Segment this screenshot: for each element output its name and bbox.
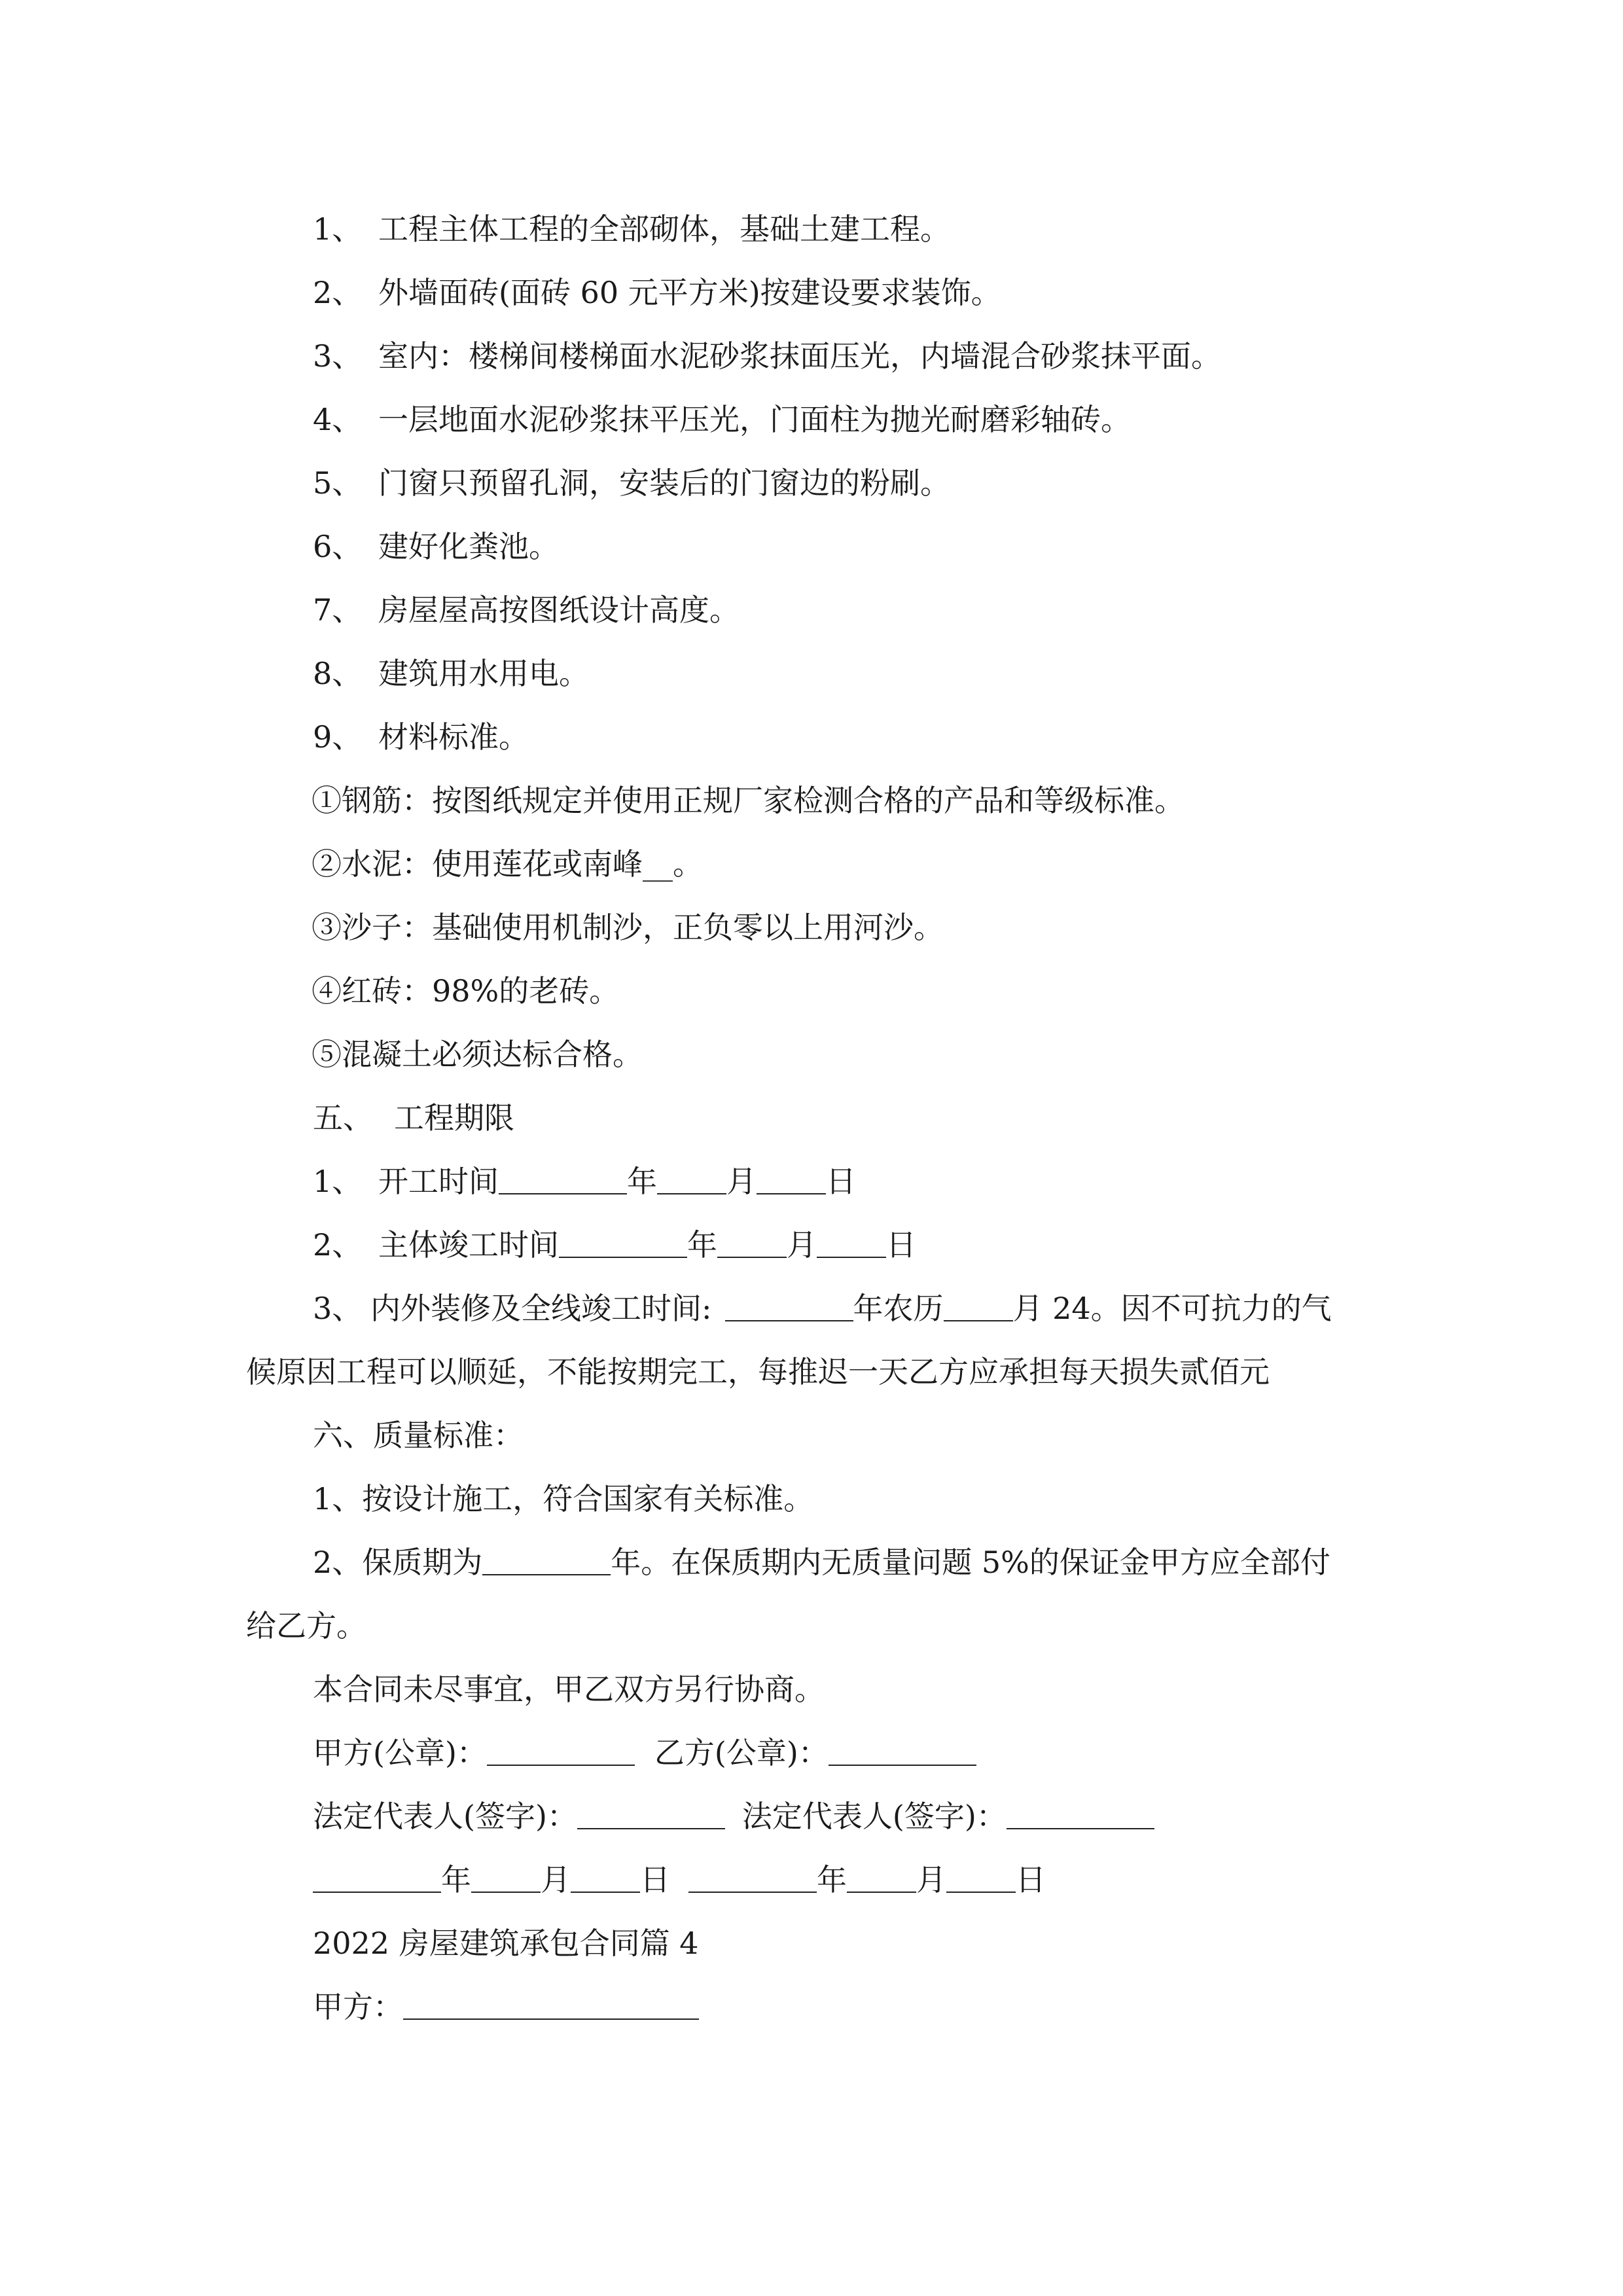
party-b-rep-label: 法定代表人(签字)：	[741, 1799, 1007, 1834]
item-7	[313, 590, 1623, 630]
finish-line-2: 候原因工程可以顺延，不能按期完工，每推迟一天乙方应承担每天损失贰佰元	[246, 1354, 1270, 1390]
item-number: 3、	[313, 1291, 363, 1326]
finish-date-line	[313, 1289, 1623, 1328]
item-number: 5、	[313, 465, 363, 501]
date-b-day-blank[interactable]	[946, 1861, 1016, 1893]
item-text: 建筑用水用电。	[378, 656, 589, 691]
item-number: 4、	[313, 402, 363, 437]
party-b-seal-blank[interactable]	[829, 1734, 976, 1766]
party-a-blank[interactable]	[403, 1988, 699, 2020]
item-text: 房屋屋高按图纸设计高度。	[378, 592, 740, 628]
year-label: 年	[817, 1862, 847, 1897]
party-b-seal-label: 乙方(公章)：	[654, 1735, 829, 1770]
month-label: 月	[726, 1164, 757, 1199]
item-number: 8、	[313, 656, 363, 691]
date-b-month-blank[interactable]	[847, 1861, 916, 1893]
material-steel: ①钢筋：按图纸规定并使用正规厂家检测合格的产品和等级标准。	[312, 783, 1185, 818]
item-number: 1、	[313, 1164, 363, 1199]
material-sand: ③沙子：基础使用机制沙，正负零以上用河沙。	[312, 910, 944, 945]
item-text: 建好化粪池。	[378, 529, 559, 564]
date-a-year-blank[interactable]	[313, 1861, 441, 1893]
item-number: 9、	[313, 719, 363, 755]
main-finish-label: 主体竣工时间	[378, 1227, 559, 1263]
closing-statement: 本合同未尽事宜，甲乙双方另行协商。	[313, 1672, 825, 1707]
section-6-heading: 六、质量标准：	[313, 1418, 524, 1453]
warranty-text: 年。在保质期内无质量问题 5%的保证金甲方应全部付	[611, 1545, 1330, 1580]
item-text: 外墙面砖(面砖 60 元平方米)按建设要求装饰。	[378, 275, 1001, 310]
finish-year-blank[interactable]	[725, 1290, 853, 1321]
next-party-a-line	[313, 1987, 1623, 2026]
representative-line	[313, 1797, 1623, 1836]
warranty-label: 2、保质期为	[313, 1545, 483, 1580]
party-a-seal-label: 甲方(公章)：	[313, 1735, 487, 1770]
finish-label: 内外装修及全线竣工时间:	[370, 1291, 712, 1326]
quality-item-2	[313, 1543, 1623, 1582]
month-label: 月	[541, 1862, 571, 1897]
year-label: 年	[687, 1227, 717, 1263]
material-brick: ④红砖：98%的老砖。	[312, 973, 620, 1009]
seal-line	[313, 1733, 1623, 1772]
section-5-heading	[313, 1098, 1623, 1138]
item-number: 2、	[313, 1227, 363, 1263]
party-a-label: 甲方：	[313, 1989, 403, 2024]
item-6	[313, 527, 1623, 566]
item-number: 6、	[313, 529, 363, 564]
item-text: 材料标准。	[378, 719, 529, 755]
month-label: 月	[916, 1862, 946, 1897]
quality-item-2-line-2: 给乙方。	[246, 1608, 366, 1643]
section-title: 工程期限	[394, 1100, 514, 1136]
day-label: 日	[640, 1862, 670, 1897]
main-finish-year-blank[interactable]	[559, 1227, 687, 1258]
quality-item-1: 1、按设计施工，符合国家有关标准。	[313, 1481, 814, 1516]
start-year-blank[interactable]	[499, 1163, 627, 1194]
day-label: 日	[826, 1164, 856, 1199]
main-finish-date-line	[313, 1225, 1623, 1265]
item-text: 一层地面水泥砂浆抹平压光，门面柱为抛光耐磨彩轴砖。	[378, 402, 1131, 437]
item-number: 7、	[313, 592, 363, 628]
month-label: 月	[787, 1227, 817, 1263]
item-9	[313, 717, 1623, 757]
party-a-rep-blank[interactable]	[577, 1798, 725, 1829]
date-b-year-blank[interactable]	[688, 1861, 817, 1893]
finish-rest-text: 月 24。因不可抗力的气	[1012, 1291, 1332, 1326]
main-finish-day-blank[interactable]	[817, 1227, 886, 1258]
item-number: 3、	[313, 338, 363, 374]
material-cement: ②水泥：使用莲花或南峰__。	[312, 846, 703, 882]
item-2	[313, 273, 1623, 312]
year-label: 年	[441, 1862, 471, 1897]
day-label: 日	[1016, 1862, 1046, 1897]
finish-month-blank[interactable]	[944, 1290, 1013, 1321]
party-b-rep-blank[interactable]	[1007, 1798, 1154, 1829]
item-number: 2、	[313, 275, 363, 310]
item-1	[313, 209, 1623, 249]
material-concrete: ⑤混凝土必须达标合格。	[312, 1037, 643, 1072]
date-a-month-blank[interactable]	[471, 1861, 541, 1893]
item-text: 门窗只预留孔洞，安装后的门窗边的粉刷。	[378, 465, 950, 501]
item-5	[313, 463, 1623, 503]
party-a-rep-label: 法定代表人(签字)：	[313, 1799, 577, 1834]
item-4	[313, 400, 1623, 439]
section-number: 五、	[313, 1100, 373, 1136]
item-text: 工程主体工程的全部砌体，基础土建工程。	[378, 211, 950, 247]
main-finish-month-blank[interactable]	[717, 1227, 787, 1258]
start-date-line	[313, 1162, 1623, 1201]
next-contract-title: 2022 房屋建筑承包合同篇 4	[313, 1926, 699, 1961]
item-text: 室内：楼梯间楼梯面水泥砂浆抹面压光，内墙混合砂浆抹平面。	[378, 338, 1221, 374]
warranty-years-blank[interactable]	[482, 1544, 611, 1575]
year-lunar-label: 年农历	[853, 1291, 944, 1326]
item-8	[313, 654, 1623, 693]
date-a-day-blank[interactable]	[571, 1861, 640, 1893]
start-day-blank[interactable]	[757, 1163, 826, 1194]
item-3	[313, 336, 1623, 376]
day-label: 日	[886, 1227, 916, 1263]
start-month-blank[interactable]	[657, 1163, 726, 1194]
item-number: 1、	[313, 211, 363, 247]
party-a-seal-blank[interactable]	[487, 1734, 635, 1766]
signature-date-line	[313, 1860, 1623, 1899]
year-label: 年	[627, 1164, 657, 1199]
start-label: 开工时间	[378, 1164, 499, 1199]
